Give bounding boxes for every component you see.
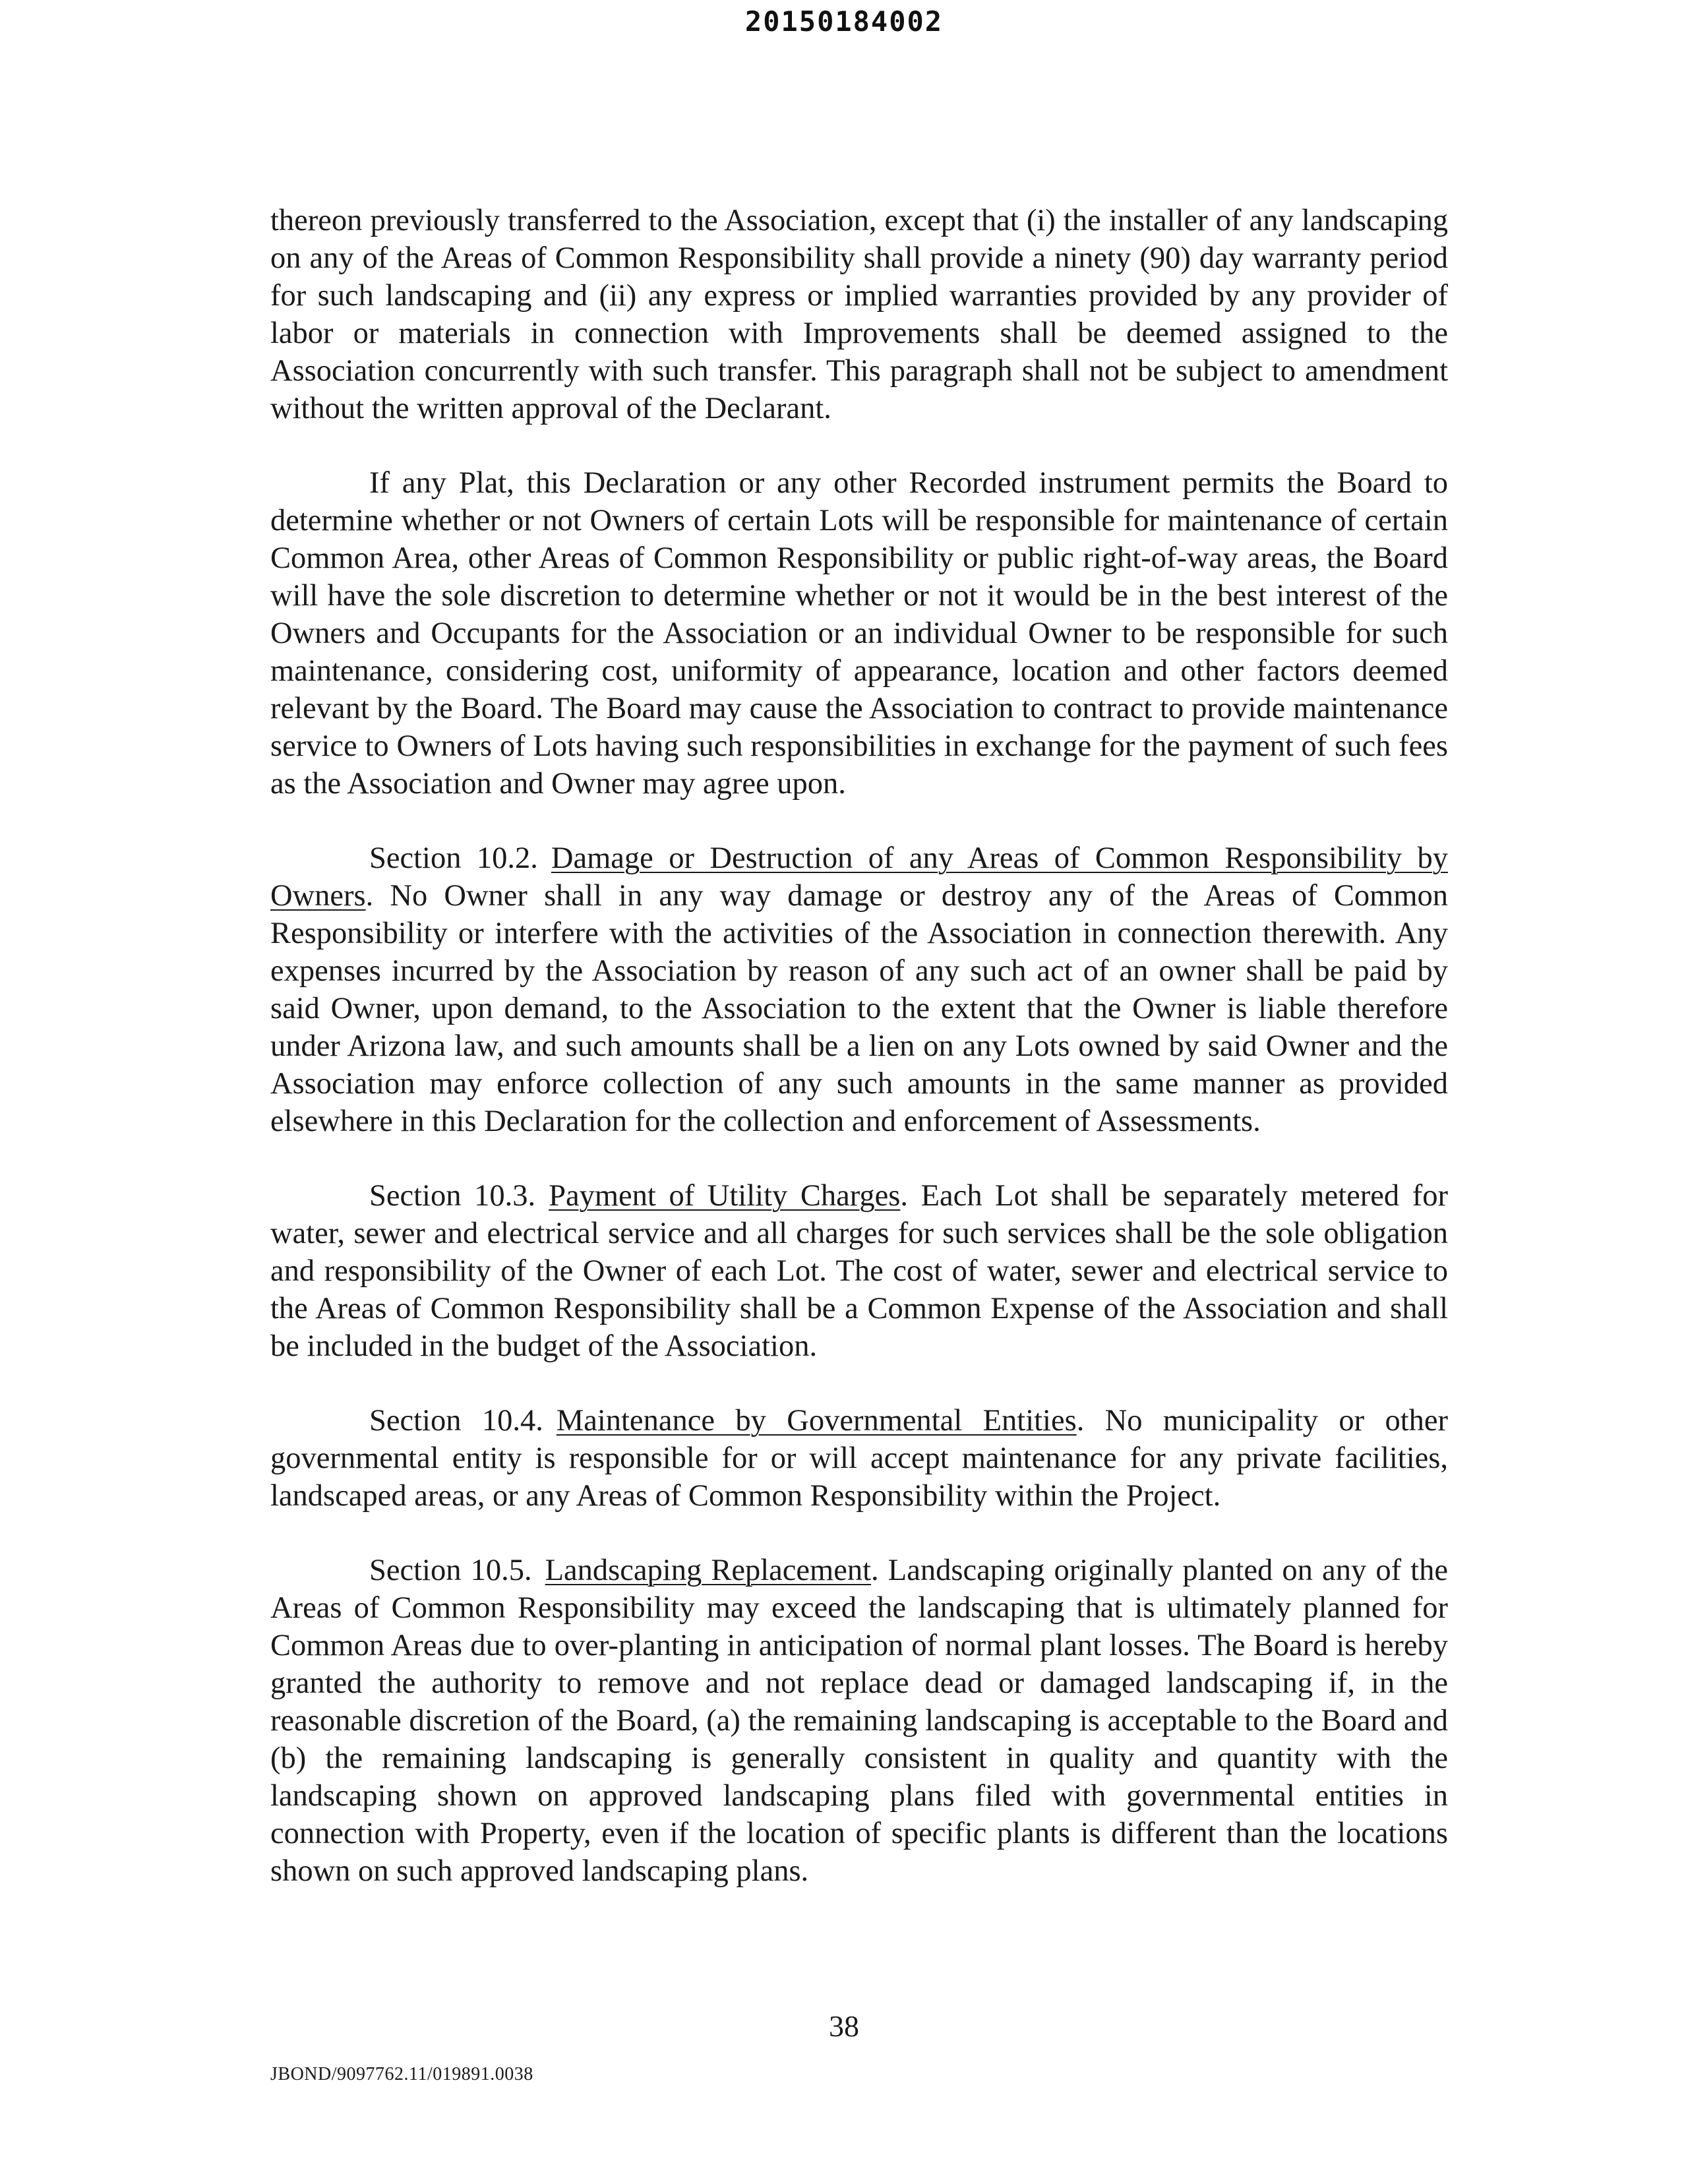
section-text: . No Owner shall in any way damage or destroy any of the Areas of Common Responsibility or interfere with the activities of the Association in connection therewith. Any expenses incurred by the Association by reason of any such act of an owner shall be paid by said Owner, upon demand, to the Association to the extent that the Owner is liable therefore under Arizona law, and such amounts shall be a lien on any Lots owned by said Owner and the Association may enforce collection of any such amounts in the same manner as provided elsewhere in this Declaration for the collection and enforcement of Assessments.: [270, 879, 1448, 1138]
section-heading: Payment of Utility Charges: [549, 1179, 901, 1213]
section-label: Section 10.4.: [369, 1404, 543, 1438]
page-number: 38: [829, 2009, 859, 2043]
section-label: Section 10.5.: [369, 1554, 532, 1587]
section-heading: Maintenance by Governmental Entities: [556, 1404, 1077, 1438]
section-heading: Damage or Destruction of any Areas of Common Responsibility by Owners: [270, 841, 1448, 913]
section-10-3: [270, 1177, 1448, 1365]
paragraph-board-discretion: If any Plat, this Declaration or any other Recorded instrument permits the Board to determine whether or not Owners of certain Lots will be responsible for maintenance of certain Common Area, other Areas of Common Responsibility or public right-of-way areas, the Board will have the sole discretion to determine whether or not it would be in the best interest of the Owners and Occupants for the Association or an individual Owner to be responsible for such maintenance, considering cost, uniformity of appearance, location and other factors deemed relevant by the Board. The Board may cause the Association to contract to provide maintenance service to Owners of Lots having such responsibilities in exchange for the payment of such fees as the Association and Owner may agree upon.: [270, 466, 1448, 801]
paragraph-continuation: thereon previously transferred to the Association, except that (i) the installer of any landscaping on any of the Areas of Common Responsibility shall provide a ninety (90) day warranty period for such landscaping and (ii) any express or implied warranties provided by any provider of labor or materials in connection with Improvements shall be deemed assigned to the Association concurrently with such transfer. This paragraph shall not be subject to amendment without the written approval of the Declarant.: [270, 204, 1448, 425]
section-10-4: [270, 1402, 1448, 1515]
section-10-5: [270, 1552, 1448, 1890]
section-text: . No municipality or other governmental entity is responsible for or will accept maintenance for any private facilities, landscaped areas, or any Areas of Common Responsibility within the Project.: [270, 1404, 1448, 1513]
section-text: . Landscaping originally planted on any of the Areas of Common Responsibility may exceed the landscaping that is ultimately planned for Common Areas due to over-planting in anticipation of normal plant losses. The Board is hereby granted the authority to remove and not replace dead or damaged landscaping if, in the reasonable discretion of the Board, (a) the remaining landscaping is acceptable to the Board and (b) the remaining landscaping is generally consistent in quality and quantity with the landscaping shown on approved landscaping plans filed with governmental entities in connection with Property, even if the location of specific plants is different than the locations shown on such approved landscaping plans.: [270, 1554, 1448, 1888]
section-text: . Each Lot shall be separately metered for water, sewer and electrical service and all charges for such services shall be the sole obligation and responsibility of the Owner of each Lot. The cost of water, sewer and electrical service to the Areas of Common Responsibility shall be a Common Expense of the Association and shall be included in the budget of the Association.: [270, 1179, 1448, 1363]
section-label: Section 10.2.: [369, 841, 538, 875]
section-label: Section 10.3.: [369, 1179, 536, 1213]
document-reference: JBOND/9097762.11/019891.0038: [270, 2064, 533, 2084]
section-10-2: [270, 839, 1448, 1140]
document-body: [270, 202, 1448, 1927]
recording-number: 20150184002: [744, 5, 944, 38]
section-heading: Landscaping Replacement: [545, 1554, 872, 1587]
